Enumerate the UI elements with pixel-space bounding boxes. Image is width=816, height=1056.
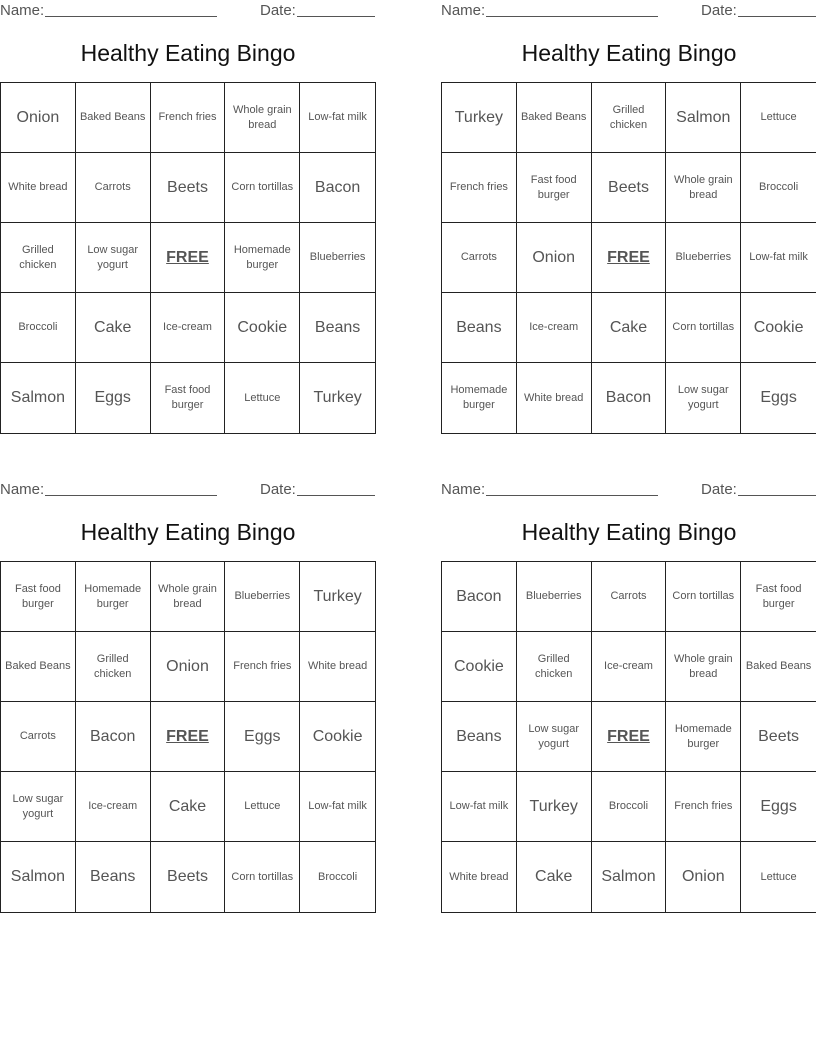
card-header [441,0,816,22]
bingo-cell[interactable]: Lettuce [225,363,300,433]
date-label: Date: [701,481,737,498]
bingo-cell[interactable]: Fast food burger [517,153,592,223]
bingo-cell[interactable]: French fries [666,772,741,842]
name-label: Name: [441,2,486,19]
bingo-cell[interactable]: Cookie [442,632,517,702]
bingo-cell[interactable]: Broccoli [741,153,816,223]
free-space[interactable]: FREE [151,702,226,772]
name-field[interactable] [486,495,658,496]
bingo-cell[interactable]: Broccoli [592,772,667,842]
bingo-cell[interactable]: Fast food burger [151,363,226,433]
bingo-cell[interactable]: Bacon [76,702,151,772]
bingo-cell[interactable]: Ice-cream [76,772,151,842]
bingo-cell[interactable]: Grilled chicken [76,632,151,702]
bingo-cell[interactable]: Carrots [592,562,667,632]
bingo-cell[interactable]: Homemade burger [666,702,741,772]
bingo-cell[interactable]: Beets [592,153,667,223]
bingo-cell[interactable]: Whole grain bread [225,83,300,153]
bingo-cell[interactable]: Low-fat milk [300,83,375,153]
bingo-cell[interactable]: Eggs [760,389,797,407]
bingo-cell[interactable]: Onion [151,632,226,702]
name-field[interactable] [45,495,217,496]
bingo-cell[interactable]: Onion [666,842,741,912]
bingo-cell[interactable]: Ice-cream [592,632,667,702]
name-label: Name: [441,481,486,498]
bingo-cell[interactable]: Beans [76,842,151,912]
bingo-cell[interactable]: Cake [517,842,592,912]
bingo-cell[interactable]: French fries [442,153,517,223]
date-label: Date: [260,481,296,498]
bingo-cell[interactable]: Lettuce [741,83,816,153]
bingo-cell[interactable]: Onion [517,223,592,293]
bingo-cell[interactable]: Baked Beans [76,83,151,153]
bingo-cell[interactable]: Corn tortillas [225,842,300,912]
card-title: Healthy Eating Bingo [80,40,296,66]
bingo-cell[interactable]: Low-fat milk [442,772,517,842]
bingo-cell[interactable]: Beets [151,153,226,223]
bingo-cell[interactable]: Eggs [225,702,300,772]
bingo-cell[interactable]: Grilled chicken [592,83,667,153]
bingo-cell[interactable]: Homemade burger [76,562,151,632]
bingo-cell[interactable]: Salmon [1,842,76,912]
bingo-cell[interactable]: Eggs [741,772,816,842]
free-space[interactable]: FREE [592,223,667,293]
bingo-cell[interactable]: Whole grain bread [666,632,741,702]
bingo-cell[interactable]: Cake [76,293,151,363]
bingo-cell[interactable]: White bread [442,842,517,912]
bingo-cell[interactable]: Beans [442,293,517,363]
free-space[interactable]: FREE [592,702,667,772]
bingo-cell[interactable]: White bread [1,153,76,223]
bingo-cell[interactable]: Low-fat milk [741,223,816,293]
bingo-cell[interactable]: Carrots [442,223,517,293]
bingo-cell[interactable]: Ice-cream [151,293,226,363]
bingo-cell[interactable]: Carrots [1,702,76,772]
date-field[interactable] [297,495,375,496]
bingo-cell[interactable]: Beets [741,702,816,772]
bingo-cell[interactable]: Ice-cream [517,293,592,363]
bingo-cell[interactable]: Baked Beans [1,632,76,702]
bingo-cell[interactable]: Salmon [666,83,741,153]
bingo-cell[interactable]: Broccoli [318,870,358,883]
card-header [0,479,376,501]
date-field[interactable] [738,16,816,17]
bingo-cell[interactable]: Baked Beans [517,83,592,153]
bingo-cell[interactable]: Whole grain bread [151,562,226,632]
date-field[interactable] [738,495,816,496]
card-title: Healthy Eating Bingo [521,519,737,545]
bingo-cell[interactable]: Blueberries [517,562,592,632]
bingo-cell[interactable]: Salmon [1,363,76,433]
bingo-grid [441,82,816,434]
bingo-grid [0,82,376,434]
bingo-grid [441,561,816,913]
card-header [0,0,376,22]
bingo-cell[interactable]: Cookie [741,293,816,363]
bingo-cell[interactable]: Turkey [517,772,592,842]
bingo-cell[interactable]: Blueberries [300,223,375,293]
bingo-card-4 [441,479,816,919]
bingo-cell[interactable]: Corn tortillas [666,562,741,632]
bingo-cell[interactable]: Eggs [76,363,151,433]
free-space[interactable]: FREE [151,223,226,293]
bingo-card-3 [0,479,376,919]
bingo-cell[interactable]: Low sugar yogurt [1,772,76,842]
bingo-cell[interactable]: Bacon [300,153,375,223]
bingo-cell[interactable]: Broccoli [1,293,76,363]
name-field[interactable] [486,16,658,17]
bingo-cell[interactable]: French fries [225,632,300,702]
bingo-cell[interactable]: Beans [442,702,517,772]
bingo-cell[interactable]: Bacon [592,363,667,433]
bingo-cell[interactable]: Fast food burger [1,562,76,632]
name-label: Name: [0,481,45,498]
bingo-cell[interactable]: Homemade burger [442,363,517,433]
card-header [441,479,816,501]
bingo-cell[interactable]: Low sugar yogurt [666,363,741,433]
bingo-cell[interactable]: Beets [151,842,226,912]
bingo-card-1 [0,0,376,440]
bingo-cell[interactable]: Low sugar yogurt [517,702,592,772]
bingo-cell[interactable]: Low-fat milk [300,772,375,842]
bingo-cell[interactable]: Cake [151,772,226,842]
bingo-cell[interactable]: Blueberries [225,562,300,632]
bingo-grid [0,561,376,913]
bingo-cell[interactable]: Carrots [76,153,151,223]
bingo-cell[interactable]: Corn tortillas [225,153,300,223]
bingo-cell[interactable]: Turkey [300,562,375,632]
bingo-cell[interactable]: Corn tortillas [666,293,741,363]
bingo-cell[interactable]: Grilled chicken [1,223,76,293]
bingo-cell[interactable]: Cookie [225,293,300,363]
bingo-cell[interactable]: Grilled chicken [517,632,592,702]
bingo-cell[interactable]: Blueberries [666,223,741,293]
bingo-cell[interactable]: Lettuce [760,870,797,883]
bingo-cell[interactable]: Bacon [442,562,517,632]
bingo-cell[interactable]: Onion [1,83,76,153]
bingo-cell[interactable]: Lettuce [225,772,300,842]
bingo-cell[interactable]: Low sugar yogurt [76,223,151,293]
bingo-cell[interactable]: Salmon [592,842,667,912]
bingo-cell[interactable]: Homemade burger [225,223,300,293]
date-label: Date: [701,2,737,19]
bingo-cell[interactable]: Fast food burger [741,562,816,632]
name-label: Name: [0,2,45,19]
bingo-cell[interactable]: Whole grain bread [666,153,741,223]
bingo-cell[interactable]: Baked Beans [741,632,816,702]
bingo-cell[interactable]: White bread [517,363,592,433]
bingo-cell[interactable]: White bread [300,632,375,702]
date-label: Date: [260,2,296,19]
bingo-cell[interactable]: Turkey [442,83,517,153]
name-field[interactable] [45,16,217,17]
bingo-cell[interactable]: Beans [300,293,375,363]
bingo-cell[interactable]: Turkey [313,389,362,407]
bingo-cell[interactable]: Cookie [300,702,375,772]
bingo-card-2 [441,0,816,440]
card-title: Healthy Eating Bingo [80,519,296,545]
card-title: Healthy Eating Bingo [521,40,737,66]
bingo-cell[interactable]: Cake [592,293,667,363]
date-field[interactable] [297,16,375,17]
bingo-cell[interactable]: French fries [151,83,226,153]
